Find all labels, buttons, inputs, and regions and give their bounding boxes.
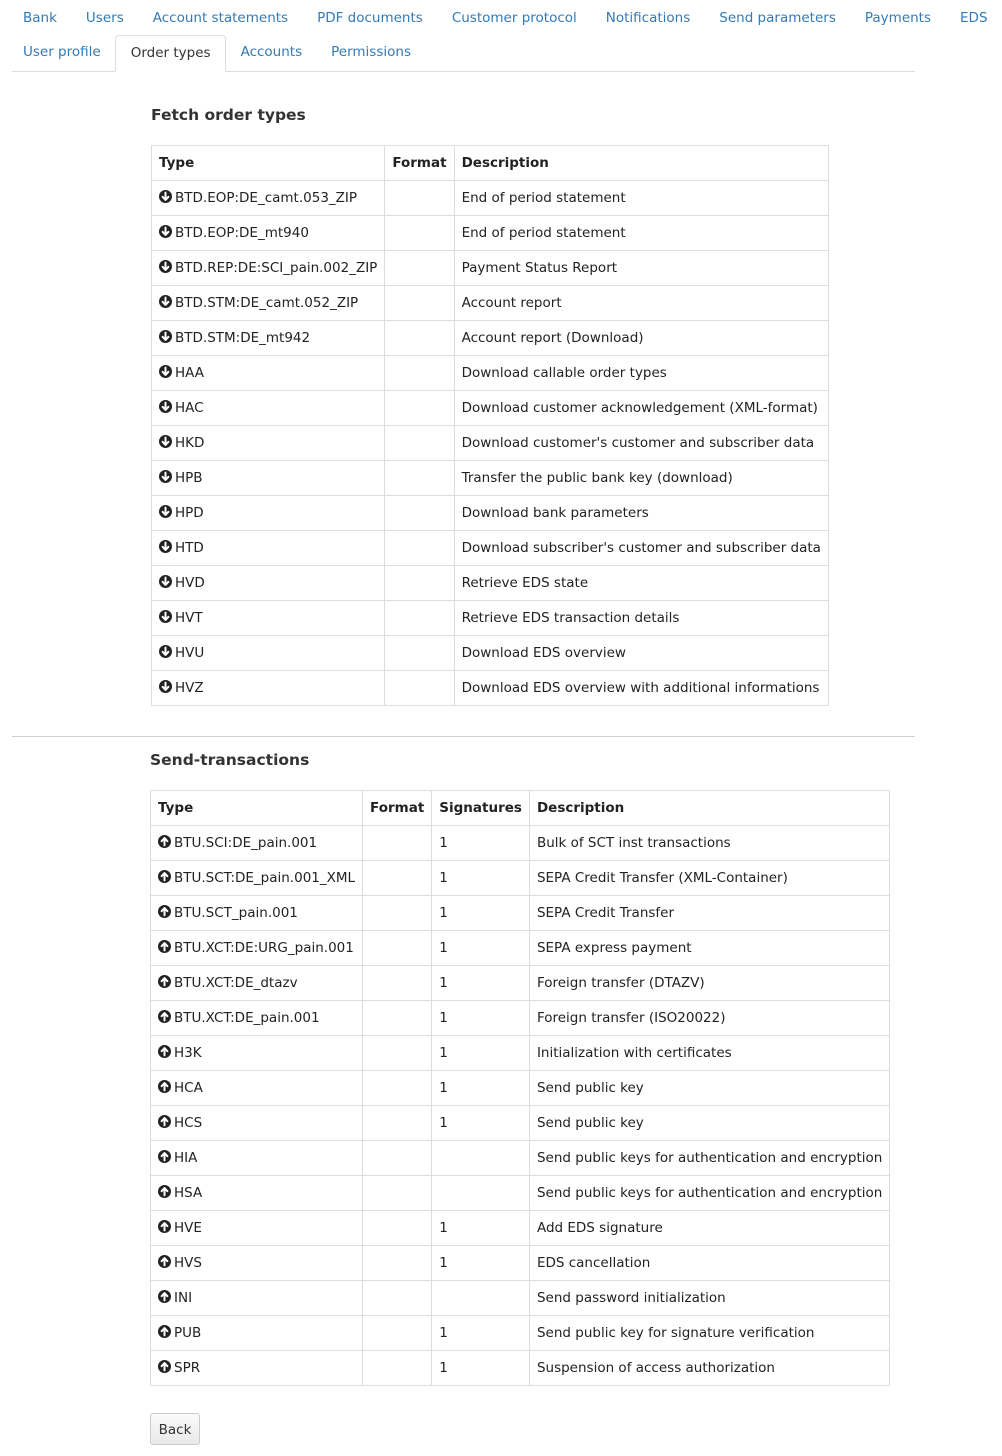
arrow-circle-up-icon [158,1010,171,1023]
table-row [152,566,829,601]
arrow-circle-up-icon [158,835,171,848]
cell-format [363,1281,432,1316]
cell-description: Transfer the public bank key (download) [454,461,828,496]
arrow-circle-up-icon [158,940,171,953]
arrow-circle-down-icon [159,330,172,343]
order-type-code: HKD [175,435,205,451]
cell-type [152,671,385,706]
tab-pdf-documents[interactable]: PDF documents [317,10,423,26]
cell-signatures: 1 [432,1246,530,1281]
order-type-code: HPB [175,470,203,486]
cell-format [363,861,432,896]
order-type-code: BTU.SCT_pain.001 [174,905,298,921]
order-type-code: BTD.REP:DE:SCI_pain.002_ZIP [175,260,378,276]
cell-description: Add EDS signature [529,1211,889,1246]
table-row [152,461,829,496]
cell-format [385,286,454,321]
table-row [151,896,890,931]
cell-signatures: 1 [432,896,530,931]
cell-format [363,1141,432,1176]
arrow-circle-up-icon [158,1045,171,1058]
cell-type [152,461,385,496]
order-type-code: HCS [174,1115,203,1131]
cell-type [151,896,363,931]
order-type-code: HAC [175,400,204,416]
order-type-code: HPD [175,505,204,521]
cell-format [385,356,454,391]
table-row [151,1281,890,1316]
cell-type [151,1001,363,1036]
cell-format [363,1351,432,1386]
cell-type [152,321,385,356]
cell-description: Retrieve EDS state [454,566,828,601]
arrow-circle-down-icon [159,295,172,308]
arrow-circle-down-icon [159,505,172,518]
table-row [152,391,829,426]
cell-format [363,1001,432,1036]
cell-description: Download customer's customer and subscriber data [454,426,828,461]
cell-description: Payment Status Report [454,251,828,286]
cell-description: Initialization with certificates [529,1036,889,1071]
cell-format [363,1106,432,1141]
table-row [151,1001,890,1036]
cell-type [152,216,385,251]
cell-signatures: 1 [432,1351,530,1386]
order-type-code: HVU [175,645,205,661]
table-row [152,531,829,566]
cell-type [151,1281,363,1316]
order-type-code: BTU.XCT:DE:URG_pain.001 [174,940,354,956]
cell-description: Send public keys for authentication and encryption [529,1176,889,1211]
order-type-code: BTU.SCT:DE_pain.001_XML [174,870,356,886]
cell-signatures: 1 [432,1106,530,1141]
arrow-circle-up-icon [158,1255,171,1268]
cell-format [385,671,454,706]
cell-format [363,896,432,931]
order-type-code: PUB [174,1325,202,1341]
table-row [152,181,829,216]
order-type-code: HSA [174,1185,203,1201]
cell-description: Download bank parameters [454,496,828,531]
table-row [152,286,829,321]
col-header-format: Format [363,791,432,826]
cell-format [385,251,454,286]
table-row [152,251,829,286]
cell-description: Download EDS overview [454,636,828,671]
table-row [152,426,829,461]
order-type-code: BTD.EOP:DE_camt.053_ZIP [175,190,358,206]
cell-type [152,286,385,321]
cell-type [152,391,385,426]
cell-type [152,531,385,566]
cell-type [151,1176,363,1211]
table-row [151,1106,890,1141]
col-header-type: Type [152,146,385,181]
order-type-code: HVD [175,575,205,591]
cell-type [152,356,385,391]
cell-type [152,636,385,671]
cell-description: Send password initialization [529,1281,889,1316]
cell-type [151,1141,363,1176]
cell-type [152,426,385,461]
cell-format [363,1176,432,1211]
arrow-circle-down-icon [159,540,172,553]
table-header-row [151,791,890,826]
order-type-code: BTU.SCI:DE_pain.001 [174,835,318,851]
order-type-code: HTD [175,540,204,556]
order-type-code: H3K [174,1045,202,1061]
table-row [152,356,829,391]
table-row [151,1211,890,1246]
cell-format [363,1316,432,1351]
cell-signatures: 1 [432,1316,530,1351]
tab-accounts[interactable]: Accounts [240,44,303,60]
cell-signatures: 1 [432,1071,530,1106]
table-row [151,1071,890,1106]
arrow-circle-down-icon [159,680,172,693]
cell-format [363,931,432,966]
cell-format [385,531,454,566]
arrow-circle-up-icon [158,1220,171,1233]
arrow-circle-up-icon [158,1115,171,1128]
cell-format [385,601,454,636]
cell-type [152,566,385,601]
order-type-code: BTD.STM:DE_camt.052_ZIP [175,295,359,311]
cell-signatures: 1 [432,966,530,1001]
tab-row-1 [12,0,1002,35]
cell-type [151,1211,363,1246]
table-row [151,1351,890,1386]
cell-signatures [432,1281,530,1316]
arrow-circle-down-icon [159,190,172,203]
tab-account-statements[interactable]: Account statements [152,10,289,26]
cell-type [151,931,363,966]
order-type-code: HVT [175,610,203,626]
cell-description: End of period statement [454,181,828,216]
cell-format [385,461,454,496]
cell-signatures: 1 [432,826,530,861]
table-row [151,861,890,896]
order-type-code: INI [174,1290,193,1306]
cell-type [151,826,363,861]
table-row [152,671,829,706]
order-type-code: HAA [175,365,204,381]
cell-format [385,566,454,601]
cell-format [385,321,454,356]
cell-description: Download callable order types [454,356,828,391]
arrow-circle-up-icon [158,975,171,988]
tab-bank[interactable]: Bank [23,10,57,26]
cell-description: Bulk of SCT inst transactions [529,826,889,861]
cell-description: Account report [454,286,828,321]
send-section-title: Send-transactions [150,751,310,769]
section-divider [12,736,915,737]
cell-type [151,1351,363,1386]
tab-navigation [12,0,988,72]
cell-type [151,966,363,1001]
arrow-circle-up-icon [158,1360,171,1373]
col-header-description: Description [454,146,828,181]
cell-format [363,1036,432,1071]
arrow-circle-down-icon [159,260,172,273]
cell-type [152,601,385,636]
table-header-row [152,146,829,181]
cell-description: Suspension of access authorization [529,1351,889,1386]
cell-description: SEPA express payment [529,931,889,966]
arrow-circle-down-icon [159,610,172,623]
arrow-circle-up-icon [158,1290,171,1303]
table-row [151,1246,890,1281]
cell-type [152,251,385,286]
cell-format [363,1246,432,1281]
cell-description: Foreign transfer (ISO20022) [529,1001,889,1036]
tab-eds[interactable]: EDS [960,10,988,26]
cell-signatures: 1 [432,1001,530,1036]
cell-type [151,1071,363,1106]
arrow-circle-down-icon [159,645,172,658]
cell-type [151,1316,363,1351]
tab-customer-protocol[interactable]: Customer protocol [451,10,577,26]
cell-type [151,1036,363,1071]
fetch-order-types-table [151,145,829,706]
cell-description: End of period statement [454,216,828,251]
cell-format [385,391,454,426]
arrow-circle-down-icon [159,575,172,588]
arrow-circle-down-icon [159,365,172,378]
cell-description: Send public key [529,1106,889,1141]
cell-description: Account report (Download) [454,321,828,356]
col-header-signatures: Signatures [432,791,530,826]
order-type-code: BTU.XCT:DE_pain.001 [174,1010,320,1026]
cell-description: Foreign transfer (DTAZV) [529,966,889,1001]
arrow-circle-up-icon [158,1150,171,1163]
order-type-code: HVS [174,1255,202,1271]
arrow-circle-up-icon [158,1325,171,1338]
cell-type [151,861,363,896]
cell-description: SEPA Credit Transfer (XML-Container) [529,861,889,896]
back-button[interactable]: Back [150,1413,200,1445]
table-row [152,216,829,251]
order-type-code: SPR [174,1360,201,1376]
table-row [152,496,829,531]
cell-type [151,1246,363,1281]
table-row [151,1036,890,1071]
arrow-circle-up-icon [158,905,171,918]
arrow-circle-down-icon [159,225,172,238]
cell-format [385,216,454,251]
order-type-code: HIA [174,1150,198,1166]
cell-description: Download EDS overview with additional informations [454,671,828,706]
tab-permissions[interactable]: Permissions [331,44,411,60]
cell-signatures [432,1141,530,1176]
fetch-section-title: Fetch order types [151,106,306,124]
arrow-circle-up-icon [158,870,171,883]
table-row [151,826,890,861]
tab-row-2 [12,35,425,70]
table-row [152,636,829,671]
tab-payments[interactable]: Payments [864,10,932,26]
table-row [151,931,890,966]
cell-signatures: 1 [432,1036,530,1071]
table-row [151,1141,890,1176]
cell-description: Send public keys for authentication and encryption [529,1141,889,1176]
table-row [152,321,829,356]
cell-format [385,181,454,216]
table-row [151,1316,890,1351]
send-transactions-table [150,790,890,1386]
table-row [152,601,829,636]
tab-users[interactable]: Users [85,10,124,26]
cell-type [152,496,385,531]
order-type-code: HCA [174,1080,203,1096]
cell-format [385,636,454,671]
cell-format [363,1071,432,1106]
cell-description: Send public key [529,1071,889,1106]
cell-format [363,966,432,1001]
cell-signatures: 1 [432,861,530,896]
cell-type [151,1106,363,1141]
tab-order-types[interactable]: Order types [115,35,226,72]
order-type-code: HVE [174,1220,202,1236]
table-row [151,1176,890,1211]
arrow-circle-up-icon [158,1185,171,1198]
cell-description: Download customer acknowledgement (XML-format) [454,391,828,426]
order-type-code: BTU.XCT:DE_dtazv [174,975,298,991]
cell-description: Send public key for signature verification [529,1316,889,1351]
cell-signatures [432,1176,530,1211]
arrow-circle-down-icon [159,400,172,413]
cell-format [363,826,432,861]
cell-signatures: 1 [432,931,530,966]
cell-description: Download subscriber's customer and subscriber data [454,531,828,566]
arrow-circle-down-icon [159,470,172,483]
cell-format [385,426,454,461]
order-type-code: BTD.STM:DE_mt942 [175,330,311,346]
cell-description: EDS cancellation [529,1246,889,1281]
cell-format [385,496,454,531]
order-type-code: BTD.EOP:DE_mt940 [175,225,309,241]
cell-description: Retrieve EDS transaction details [454,601,828,636]
arrow-circle-down-icon [159,435,172,448]
cell-signatures: 1 [432,1211,530,1246]
cell-format [363,1211,432,1246]
table-row [151,966,890,1001]
order-type-code: HVZ [175,680,204,696]
col-header-type: Type [151,791,363,826]
cell-type [152,181,385,216]
col-header-description: Description [529,791,889,826]
cell-description: SEPA Credit Transfer [529,896,889,931]
tab-user-profile[interactable]: User profile [23,44,101,60]
col-header-format: Format [385,146,454,181]
tab-notifications[interactable]: Notifications [605,10,691,26]
arrow-circle-up-icon [158,1080,171,1093]
tab-send-parameters[interactable]: Send parameters [719,10,836,26]
